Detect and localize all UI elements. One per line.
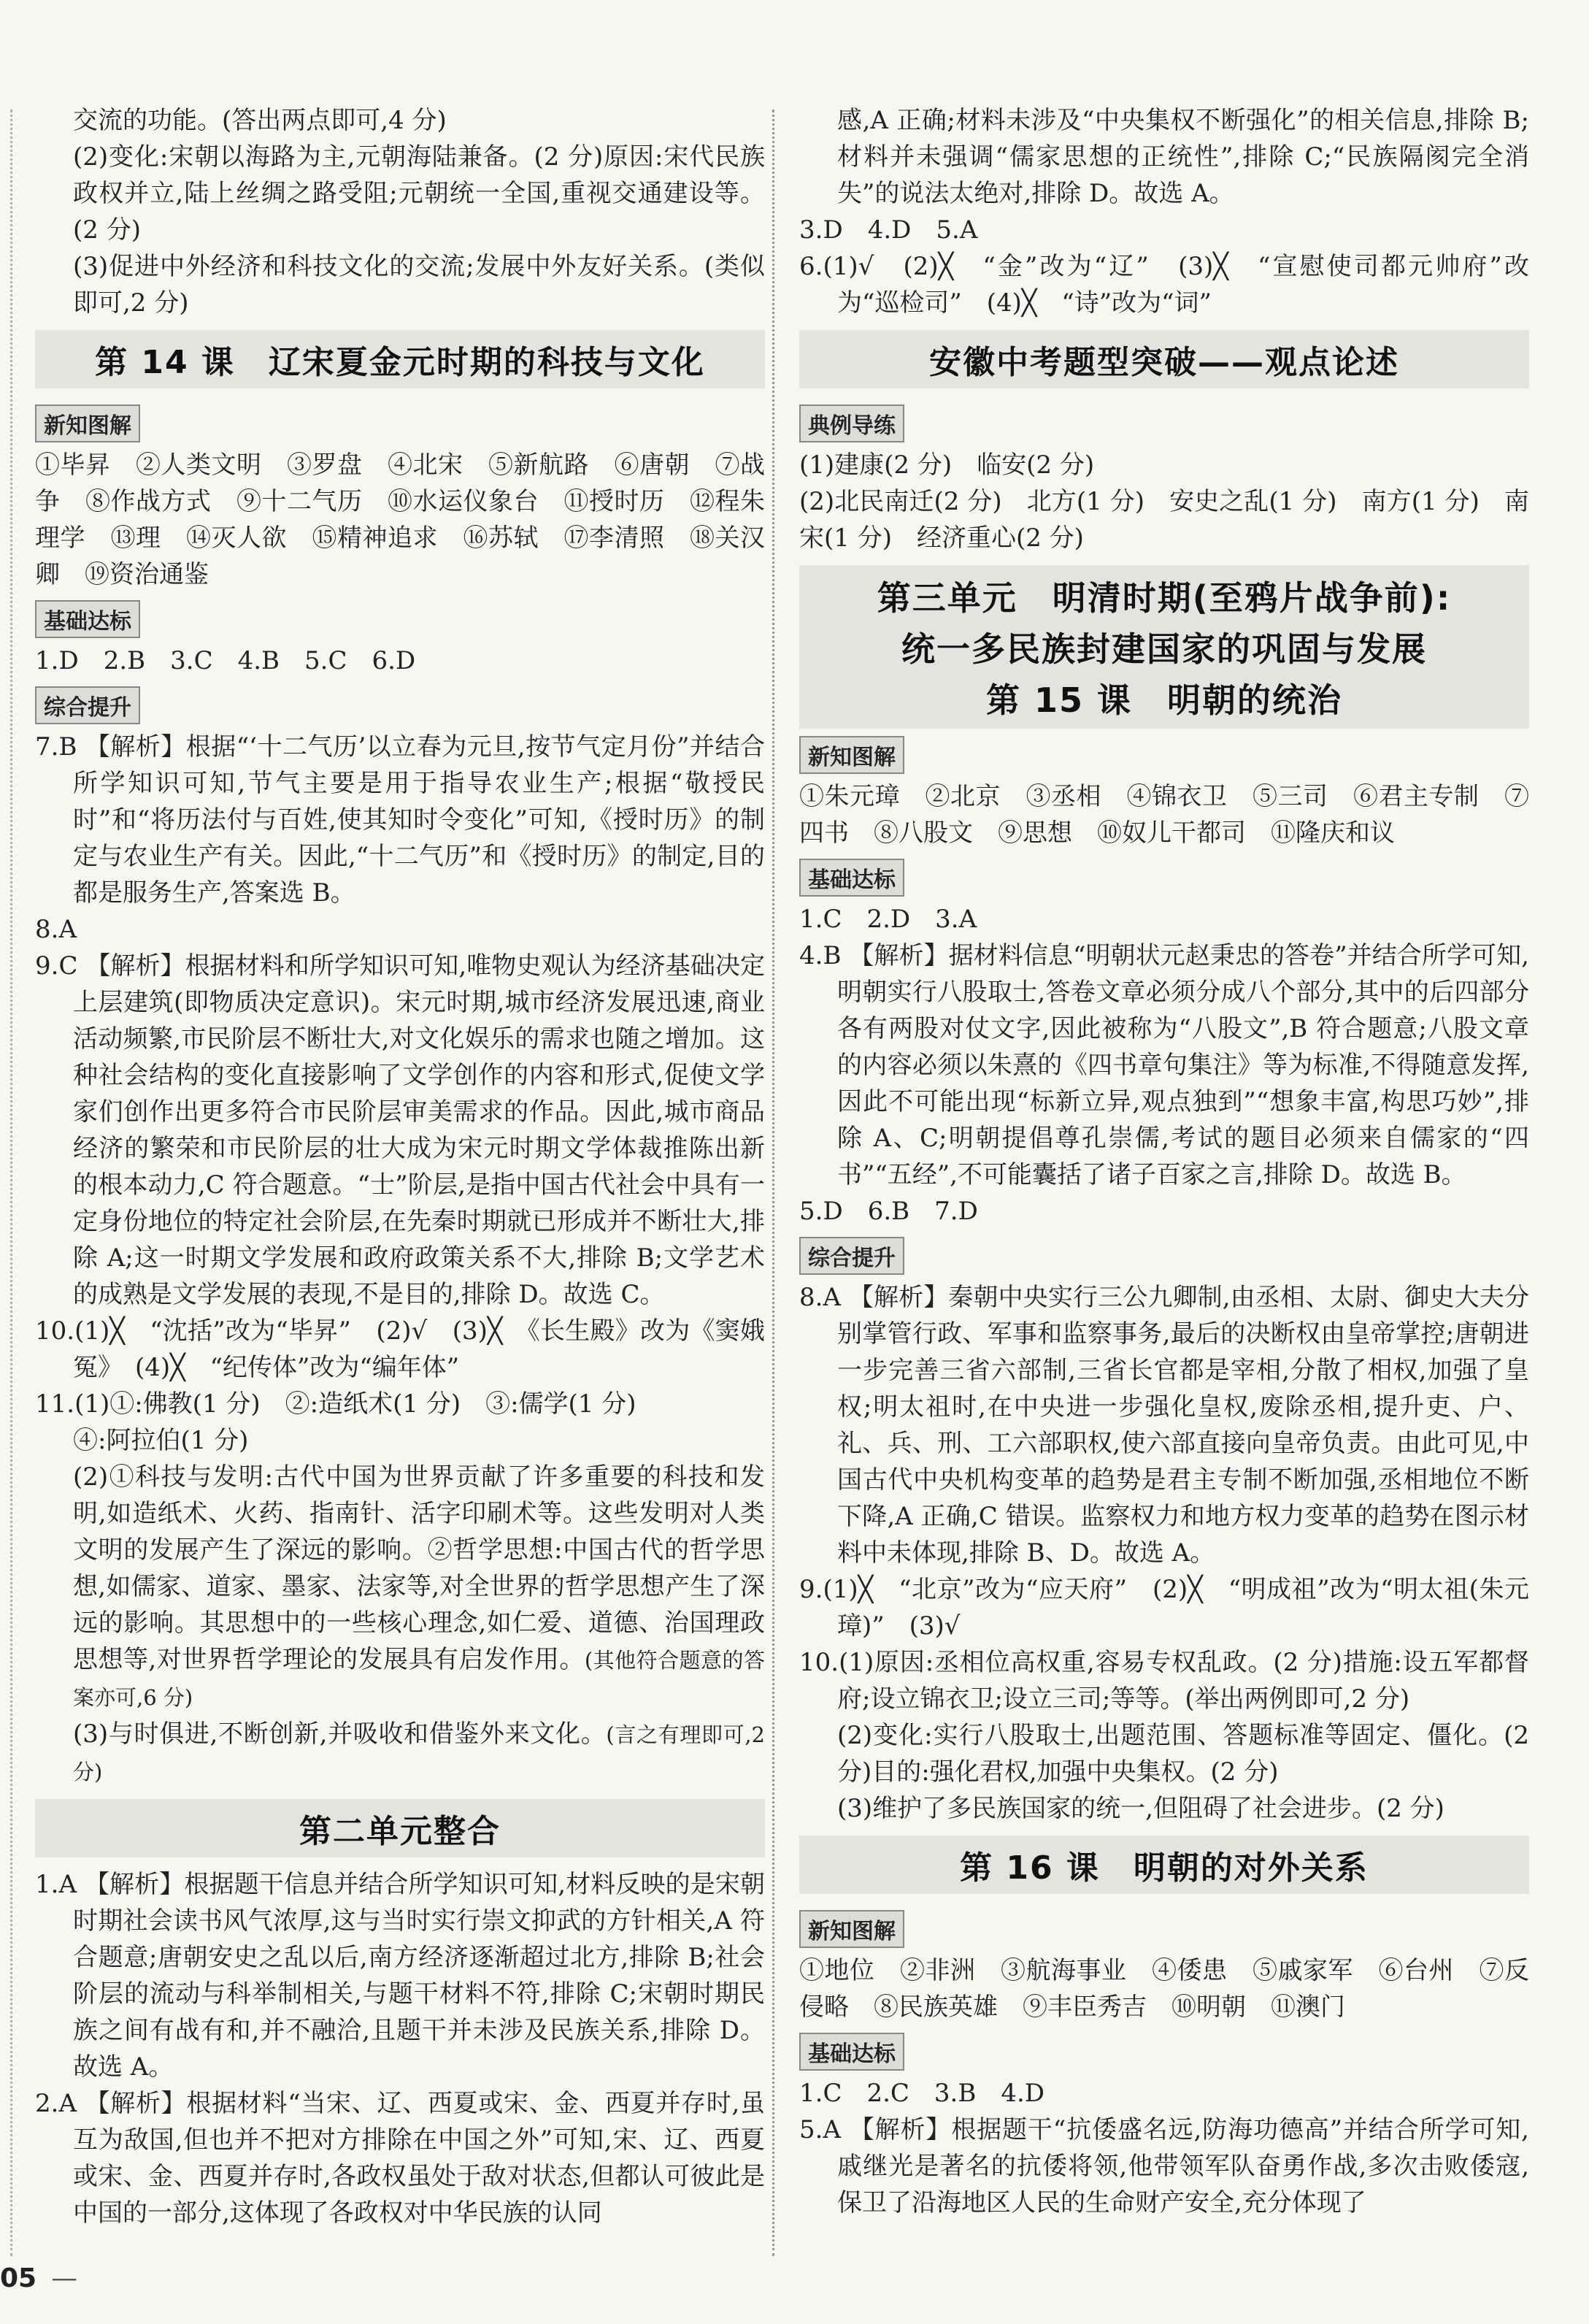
q11-3-note: (言之有理即可,2 分) — [73, 1722, 766, 1784]
lesson15-q8: 8.A 【解析】秦朝中央实行三公九卿制,由丞相、太尉、御史大夫分别掌管行政、军事和监察事务,最后的决断权由皇帝掌控;唐朝进一步完善三省六部制,三省长官都是宰相,分散了相权,加强了皇权;明太祖时,在中央进一步强化皇权,废除丞相,提升吏、户、礼、兵、刑、工六部职权,使六部直接向皇帝负责。由此可见,中国古代中央机构变革的趋势是君主专制不断加强,丞相地位不断下降,A 正确,C 错误。监察权力和地方权力变革的趋势在图示材料中未体现,排除 B、D。故选 A。 — [799, 1283, 1529, 1568]
lesson14-new-items: ①毕昇 ②人类文明 ③罗盘 ④北宋 ⑤新航路 ⑥唐朝 ⑦战争 ⑧作战方式 ⑨十二气历 ⑩水运仪象台 ⑪授时历 ⑫程朱理学 ⑬理 ⑭灭人欲 ⑮精神追求 ⑯苏轼 ⑰李清照 ⑱关汉卿 ⑲资治通鉴 — [35, 450, 765, 589]
lesson14-tag-basic: 基础达标 — [35, 600, 140, 638]
unit2-title: 第二单元整合 — [35, 1799, 765, 1857]
q11-2-text: (2)①科技与发明:古代中国为世界贡献了许多重要的科技和发明,如造纸术、火药、指南针、活字印刷术等。这些发明对人类文明的发展产生了深远的影响。②哲学思想:中国古代的哲学思想,如儒家、道家、墨家、法家等,对全世界的哲学思想产生了深远的影响。其思想中的一些核心理念,如仁爱、道德、治国理政思想等,对世界哲学理论的发展具有启发作用。 — [73, 1462, 765, 1674]
right-column — [799, 102, 1529, 2221]
anhui-tag: 典例导练 — [799, 404, 904, 442]
lesson15-q9: 9.(1)╳ “北京”改为“应天府” (2)╳ “明成祖”改为“明太祖(朱元璋)” (3)√ — [799, 1575, 1529, 1641]
lesson15-tag-comp: 综合提升 — [799, 1237, 904, 1275]
lesson14-title: 第 14 课 辽宋夏金元时期的科技与文化 — [35, 330, 765, 388]
anhui-title: 安徽中考题型突破——观点论述 — [799, 330, 1529, 388]
lesson14-basic: 1.D 2.B 3.C 4.B 5.C 6.D — [35, 646, 416, 675]
unit3-title-line2: 统一多民族封建国家的巩固与发展 — [901, 629, 1427, 669]
lesson15-answers-567: 5.D 6.B 7.D — [799, 1197, 978, 1226]
lesson16-tag-basic: 基础达标 — [799, 2033, 904, 2071]
page-number: 05 — [0, 2263, 37, 2293]
lesson14-q11-1b: ④:阿拉伯(1 分) — [73, 1426, 249, 1455]
lesson15-q10-2: (2)变化:实行八股取士,出题范围、答题标准等固定、僵化。(2 分)目的:强化君权,加强中央集权。(2 分) — [837, 1721, 1529, 1787]
lesson14-tag-new: 新知图解 — [35, 404, 140, 442]
unit2-q2: 2.A 【解析】根据材料“当宋、辽、西夏或宋、金、西夏并存时,虽互为敌国,但也并不把对方排除在中国之外”可知,宋、辽、西夏或宋、金、西夏并存时,各政权虽处于敌对状态,但都认可彼此是中国的一部分,这体现了各政权对中华民族的认同 — [35, 2089, 765, 2228]
lesson16-q5: 5.A 【解析】根据题干“抗倭盛名远,防海功德高”并结合所学可知,戚继光是著名的抗倭将领,他带领军队奋勇作战,多次击败倭寇,保卫了沿海地区人民的生命财产安全,充分体现了 — [799, 2115, 1529, 2217]
intro-line-1: 交流的功能。(答出两点即可,4 分) — [73, 106, 447, 135]
lesson15-tag-new: 新知图解 — [799, 736, 904, 774]
intro-line-2: (2)变化:宋朝以海路为主,元朝海陆兼备。(2 分)原因:宋代民族政权并立,陆上丝绸之路受阻;元朝统一全国,重视交通建设等。(2 分) — [73, 142, 765, 245]
lesson15-q4: 4.B 【解析】据材料信息“明朝状元赵秉忠的答卷”并结合所学可知,明朝实行八股取士,答卷文章必须分成八个部分,其中的后四部分各有两股对仗文字,因此被称为“八股文”,B 符合题意;八股文章的内容必须以朱熹的《四书章句集注》等为标准,不得随意发挥,因此不可能出现“标新立异,观点独到”“想象丰富,构思巧妙”,排除 A、C;明朝提倡尊孔崇儒,考试的题目必须来自儒家的“四书”“五经”,不可能囊括了诸子百家之言,排除 D。故选 B。 — [799, 941, 1529, 1189]
lesson15-title: 第 15 课 明朝的统治 — [985, 680, 1343, 720]
footer-dash: — — [51, 2263, 78, 2293]
lesson16-tag-new: 新知图解 — [799, 1910, 904, 1948]
lesson14-q10: 10.(1)╳ “沈括”改为“毕昇” (2)√ (3)╳ 《长生殿》改为《窦娥冤》 (4)╳ “纪传体”改为“编年体” — [35, 1316, 765, 1382]
lesson16-title: 第 16 课 明朝的对外关系 — [799, 1836, 1529, 1894]
unit3-title — [799, 565, 1529, 729]
page-footer — [0, 2263, 77, 2293]
lesson16-new-items: ①地位 ②非洲 ③航海事业 ④倭患 ⑤戚家军 ⑥台州 ⑦反侵略 ⑧民族英雄 ⑨丰臣秀吉 ⑩明朝 ⑪澳门 — [799, 1956, 1529, 2022]
lesson14-q7: 7.B 【解析】根据“‘十二气历’以立春为元旦,按节气定月份”并结合所学知识可知,节气主要是用于指导农业生产;根据“敬授民时”和“将历法付与百姓,使其知时令变化”可知,《授时历》的制定与农业生产有关。因此,“十二气历”和《授时历》的制定,目的都是服务生产,答案选 B。 — [35, 732, 765, 908]
lesson15-tag-basic: 基础达标 — [799, 859, 904, 897]
right-continuation: 感,A 正确;材料未涉及“中央集权不断强化”的相关信息,排除 B;材料并未强调“儒家思想的正统性”,排除 C;“民族隔阂完全消失”的说法太绝对,排除 D。故选 A。 — [837, 106, 1529, 208]
anhui-a2: (2)北民南迁(2 分) 北方(1 分) 安史之乱(1 分) 南方(1 分) 南宋(1 分) 经济重心(2 分) — [799, 487, 1529, 553]
lesson15-new-items: ①朱元璋 ②北京 ③丞相 ④锦衣卫 ⑤三司 ⑥君主专制 ⑦四书 ⑧八股文 ⑨思想 ⑩奴儿干都司 ⑪隆庆和议 — [799, 782, 1529, 848]
lesson16-basic: 1.C 2.C 3.B 4.D — [799, 2079, 1045, 2108]
q11-2-note: (其他符合题意的答案亦可,6 分) — [73, 1648, 765, 1710]
lesson15-q10-1: 10.(1)原因:丞相位高权重,容易专权乱政。(2 分)措施:设五军都督府;设立锦衣卫;设立三司;等等。(举出两例即可,2 分) — [799, 1648, 1529, 1714]
lesson14-q11-1: 11.(1)①:佛教(1 分) ②:造纸术(1 分) ③:儒学(1 分) — [35, 1389, 636, 1419]
lesson15-basic: 1.C 2.D 3.A — [799, 905, 977, 934]
anhui-a1: (1)建康(2 分) 临安(2 分) — [799, 450, 1095, 480]
unit2-q1: 1.A 【解析】根据题干信息并结合所学知识可知,材料反映的是宋朝时期社会读书风气浓厚,这与当时实行崇文抑武的方针相关,A 符合题意;唐朝安史之乱以后,南方经济逐渐超过北方,排除 B;社会阶层的流动与科举制相关,与题干材料不符,排除 C;宋朝时期民族之间有战有和,并不融洽,且题干并未涉及民族关系,排除 D。故选 A。 — [35, 1870, 765, 2082]
lesson14-q9: 9.C 【解析】根据材料和所学知识可知,唯物史观认为经济基础决定上层建筑(即物质决定意识)。宋元时期,城市经济发展迅速,商业活动频繁,市民阶层不断壮大,对文化娱乐的需求也随之增加。这种社会结构的变化直接影响了文学创作的内容和形式,促使文学家们创作出更多符合市民阶层审美需求的作品。因此,城市商品经济的繁荣和市民阶层的壮大成为宋元时期文学体裁推陈出新的根本动力,C 符合题意。“士”阶层,是指中国古代社会中具有一定身份地位的特定社会阶层,在先秦时期就已形成并不断壮大,排除 A;这一时期文学发展和政府政策关系不大,排除 B;文学艺术的成熟是文学发展的表现,不是目的,排除 D。故选 C。 — [35, 951, 765, 1309]
lesson14-tag-comp: 综合提升 — [35, 686, 140, 724]
lesson15-q10-3: (3)维护了多民族国家的统一,但阻碍了社会进步。(2 分) — [837, 1794, 1444, 1823]
lesson14-q8: 8.A — [35, 915, 77, 944]
q11-3-text: (3)与时俱进,不断创新,并吸收和借鉴外来文化。 — [73, 1719, 607, 1749]
right-q6: 6.(1)√ (2)╳ “金”改为“辽” (3)╳ “宣慰使司都元帅府”改为“巡检司” (4)╳ “诗”改为“词” — [799, 252, 1529, 318]
lesson14-q11-3 — [35, 1716, 765, 1790]
unit3-title-line1: 第三单元 明清时期(至鸦片战争前): — [877, 578, 1452, 618]
lesson14-q11-2 — [35, 1459, 765, 1716]
left-margin-dots — [10, 110, 12, 2256]
column-divider — [772, 110, 774, 2256]
right-answers-345: 3.D 4.D 5.A — [799, 215, 978, 245]
intro-line-3: (3)促进中外经济和科技文化的交流;发展中外友好关系。(类似即可,2 分) — [73, 252, 765, 318]
left-column — [35, 102, 765, 2231]
